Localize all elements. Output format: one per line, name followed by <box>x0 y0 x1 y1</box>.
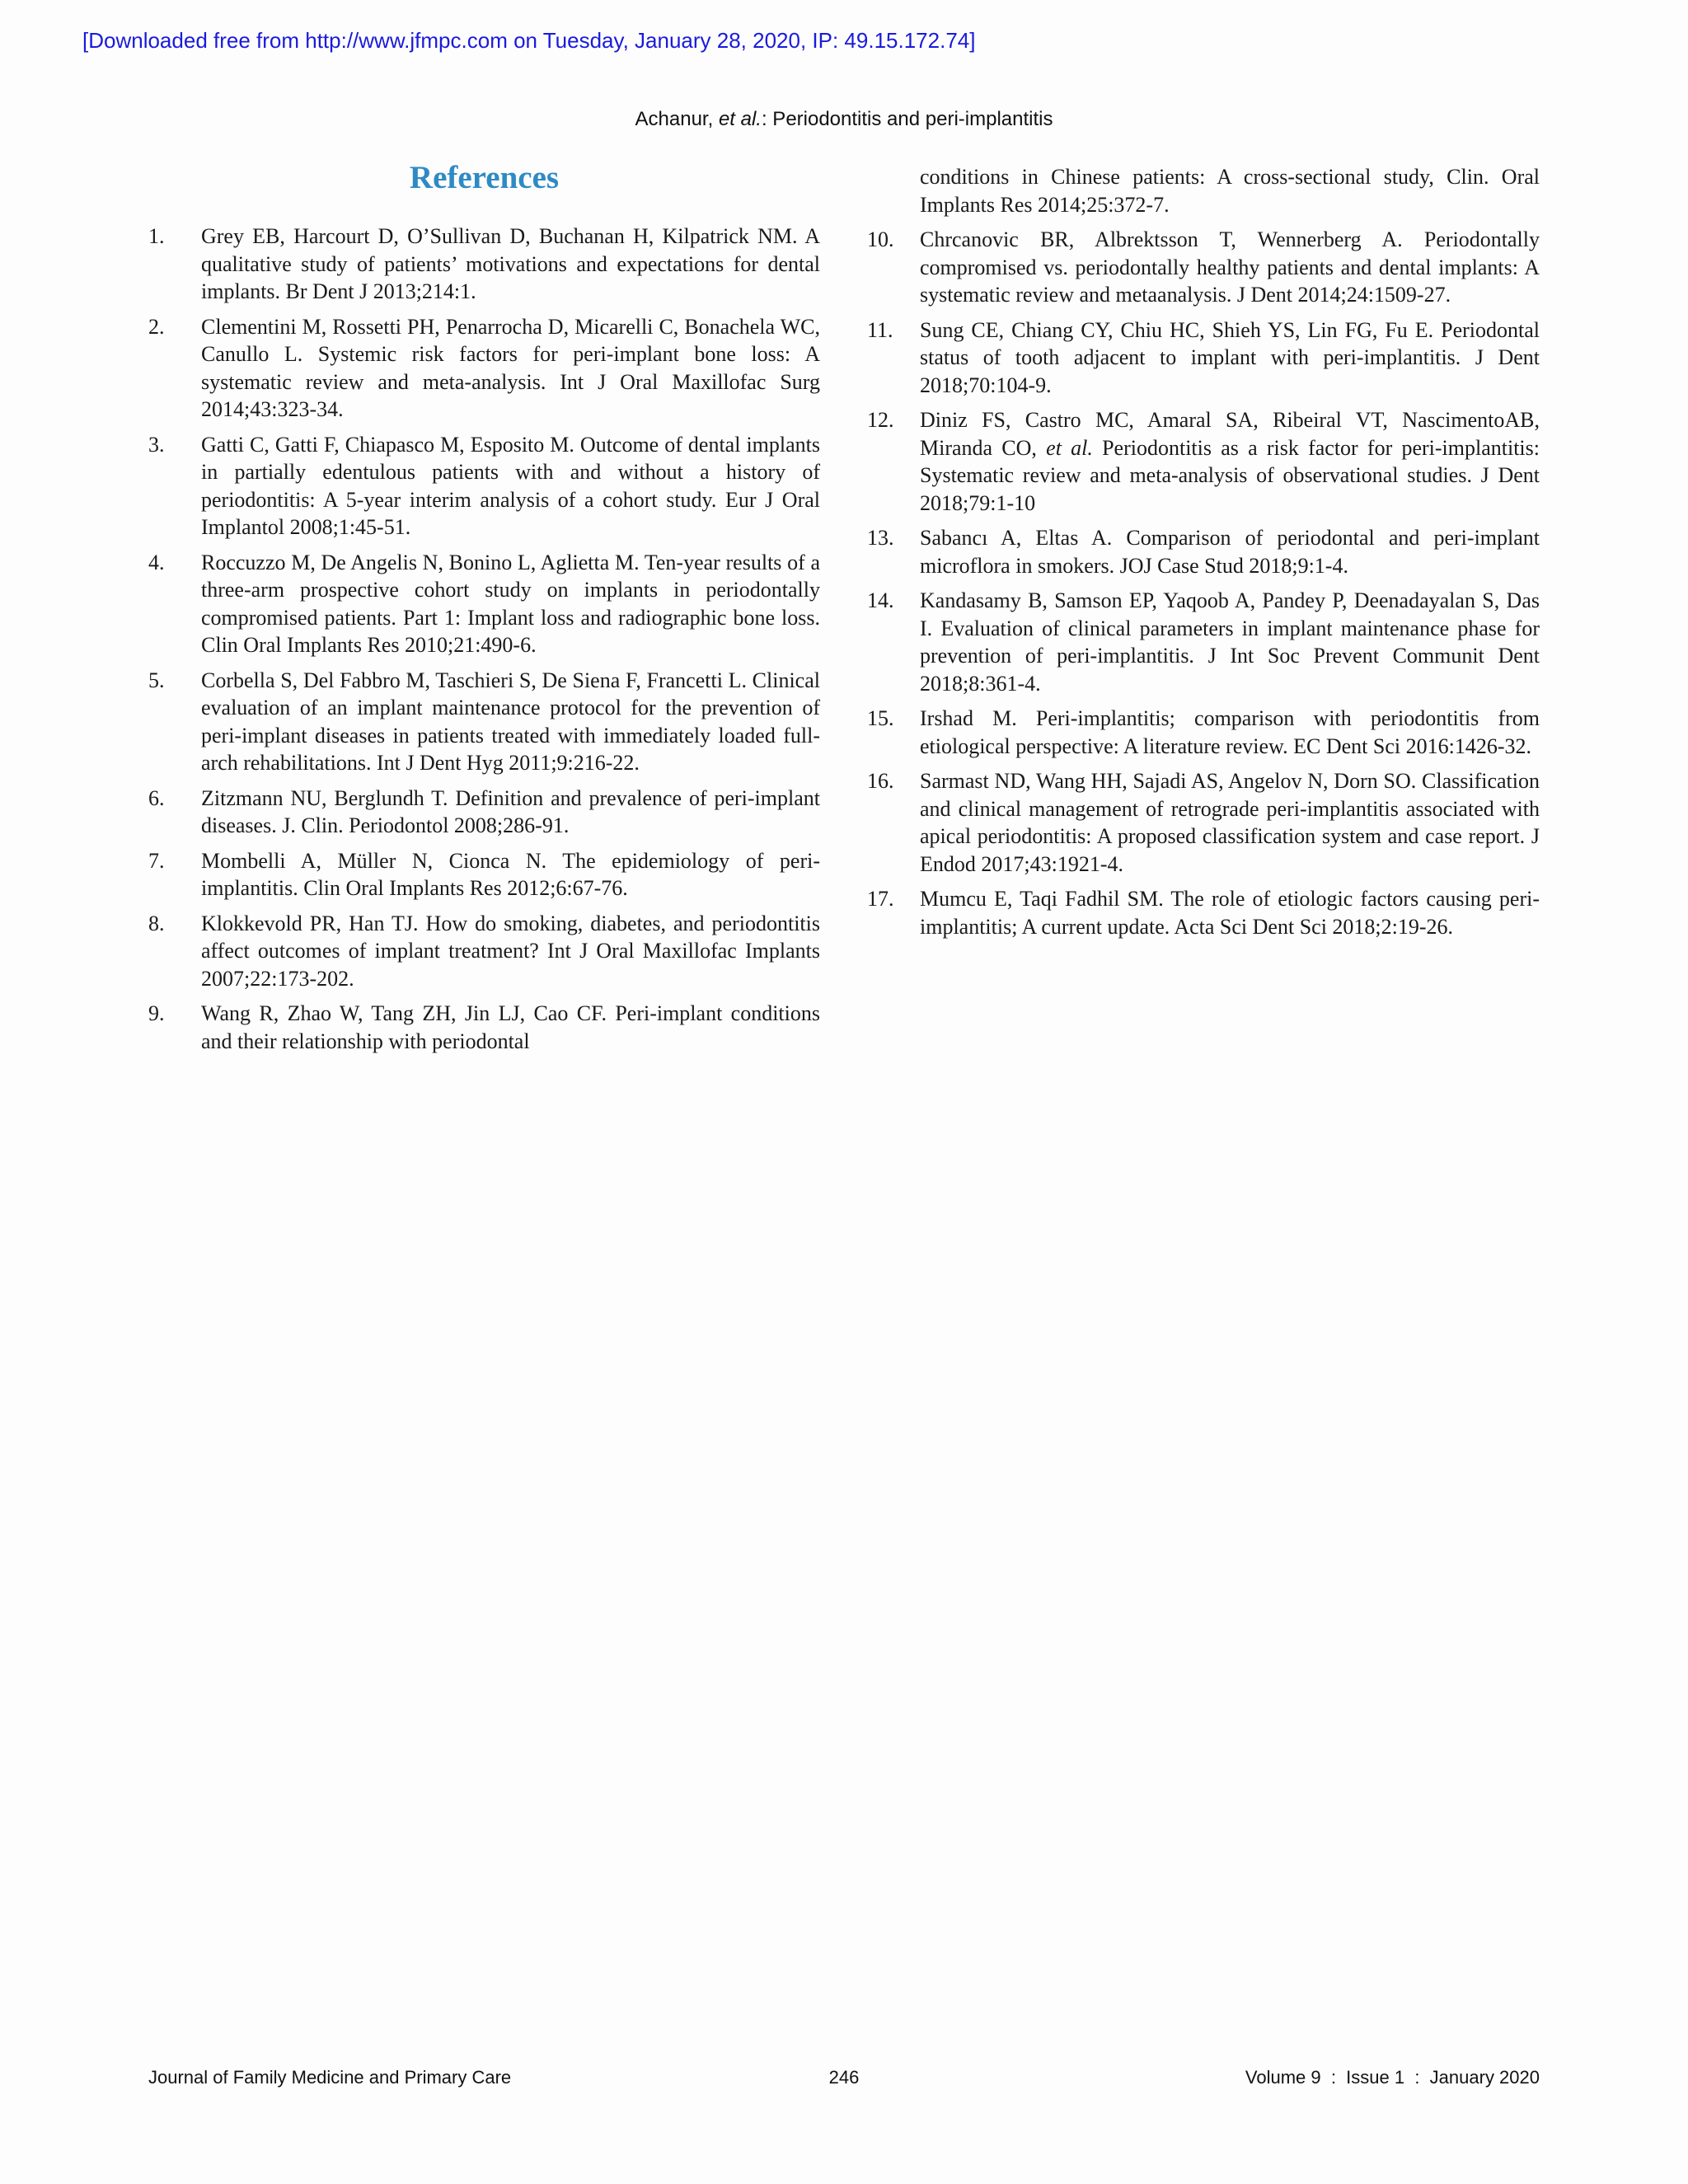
reference-text: Sung CE, Chiang CY, Chiu HC, Shieh YS, Lin FG, Fu E. Periodontal status of tooth adjacent to implant with peri-implantitis. J Dent 2018;70:104-9. <box>920 317 1540 397</box>
reference-text: Sabancı A, Eltas A. Comparison of periodontal and peri-implant microflora in smokers. JOJ Case Stud 2018;9:1-4. <box>920 526 1540 578</box>
reference-item <box>867 406 1540 517</box>
reference-item <box>148 549 820 659</box>
reference-number: 7. <box>148 848 165 873</box>
running-head-authors: Achanur, <box>635 108 719 130</box>
reference-text: Chrcanovic BR, Albrektsson T, Wennerberg A. Periodontally compromised vs. periodontally healthy patients and dental implants: A systematic review and metaanalysis. J Dent 2014;24:1509-27. <box>920 227 1540 307</box>
reference-text: Zitzmann NU, Berglundh T. Definition and prevalence of peri-implant diseases. J. Clin. Periodontol 2008;286-91. <box>201 785 820 837</box>
reference-text: Clementini M, Rossetti PH, Penarrocha D, Micarelli C, Bonachela WC, Canullo L. Systemic risk factors for peri-implant bone loss: A systematic review and meta-analysis. Int J Oral Maxillofac Surg 2014;43:323-34. <box>201 314 820 421</box>
reference-item <box>867 316 1540 400</box>
reference-item <box>148 223 820 306</box>
reference-number: 13. <box>867 526 894 550</box>
references-right-column <box>867 163 1540 948</box>
reference-number: 16. <box>867 769 894 793</box>
reference-item <box>148 847 820 902</box>
reference-number: 8. <box>148 911 165 935</box>
reference-text: Sarmast ND, Wang HH, Sajadi AS, Angelov N, Dorn SO. Classification and clinical management of retrograde peri-implantitis associated with apical periodontitis: A proposed classification system and case report. J Endod 2017;43:1921-4. <box>920 769 1540 876</box>
reference-item <box>148 431 820 541</box>
reference-text: Klokkevold PR, Han TJ. How do smoking, diabetes, and periodontitis affect outcomes of implant treatment? Int J Oral Maxillofac Implants 2007;22:173-202. <box>201 911 820 991</box>
reference-text: Corbella S, Del Fabbro M, Taschieri S, De Siena F, Francetti L. Clinical evaluation of an implant maintenance protocol for the prevention of peri-implant diseases in patients treated with immediately loaded full-arch rehabilitations. Int J Dent Hyg 2011;9:216-22. <box>201 668 820 775</box>
reference-text: Roccuzzo M, De Angelis N, Bonino L, Aglietta M. Ten-year results of a three-arm prospective cohort study on implants in periodontally compromised patients. Part 1: Implant loss and radiographic bone loss. Clin Oral Implants Res 2010;21:490-6. <box>201 550 820 657</box>
reference-item <box>867 767 1540 878</box>
reference-text: Mombelli A, Müller N, Cionca N. The epidemiology of peri-implantitis. Clin Oral Implants Res 2012;6:67-76. <box>201 848 820 900</box>
reference-text: Kandasamy B, Samson EP, Yaqoob A, Pandey P, Deenadayalan S, Das I. Evaluation of clinical parameters in implant maintenance phase for prevention of peri-implantitis. J Int Soc Prevent Communit Dent 2018;8:361-4. <box>920 588 1540 696</box>
reference-number: 1. <box>148 224 165 248</box>
reference-continuation: conditions in Chinese patients: A cross-sectional study, Clin. Oral Implants Res 2014;25:372-7. <box>920 165 1540 217</box>
reference-number: 4. <box>148 550 165 574</box>
reference-number: 15. <box>867 706 894 730</box>
references-left-column <box>148 223 820 1062</box>
reference-item <box>867 705 1540 760</box>
reference-number: 6. <box>148 785 165 810</box>
reference-item <box>867 885 1540 940</box>
reference-item <box>148 910 820 993</box>
reference-number: 2. <box>148 314 165 339</box>
reference-number: 11. <box>867 317 893 342</box>
reference-item <box>867 226 1540 309</box>
reference-text: Wang R, Zhao W, Tang ZH, Jin LJ, Cao CF. Peri-implant conditions and their relationship with periodontal <box>201 1001 820 1053</box>
reference-text: Irshad M. Peri-implantitis; comparison with periodontitis from etiological perspective: A literature review. EC Dent Sci 2016:1426-32. <box>920 706 1540 758</box>
section-title: References <box>409 160 560 195</box>
footer-page-number: 246 <box>828 2067 860 2088</box>
reference-text-part: Periodontitis as a risk factor for peri-implantitis: Systematic review and meta-analysis of observational studies. J Dent 2018;79:1-10 <box>920 435 1540 515</box>
reference-number: 10. <box>867 227 894 251</box>
running-head-etal: et al. <box>718 108 762 130</box>
footer-issue-info: Volume 9 : Issue 1 : January 2020 <box>1245 2067 1540 2088</box>
download-banner: [Downloaded free from http://www.jfmpc.com on Tuesday, January 28, 2020, IP: 49.15.172.74] <box>82 28 976 53</box>
reference-number: 12. <box>867 408 894 432</box>
reference-item <box>867 524 1540 579</box>
reference-number: 14. <box>867 588 894 612</box>
reference-text-etal: et al. <box>1046 435 1093 460</box>
reference-text: Grey EB, Harcourt D, O’Sullivan D, Buchanan H, Kilpatrick NM. A qualitative study of patients’ motivations and expectations for dental implants. Br Dent J 2013;214:1. <box>201 224 820 303</box>
running-head-title: : Periodontitis and peri-implantitis <box>761 108 1053 130</box>
reference-number: 9. <box>148 1001 165 1025</box>
running-head <box>0 108 1688 131</box>
reference-number: 17. <box>867 887 894 911</box>
reference-item <box>148 785 820 840</box>
reference-text: Mumcu E, Taqi Fadhil SM. The role of etiologic factors causing peri-implantitis; A current update. Acta Sci Dent Sci 2018;2:19-26. <box>920 887 1540 939</box>
reference-text-part: Diniz FS, Castro MC, Amaral SA, Ribeiral VT, NascimentoAB, Miranda CO, <box>920 408 1540 460</box>
reference-item <box>148 1000 820 1055</box>
footer-journal-name: Journal of Family Medicine and Primary Care <box>148 2067 512 2088</box>
reference-item <box>867 587 1540 697</box>
reference-item <box>148 667 820 777</box>
reference-text: Gatti C, Gatti F, Chiapasco M, Esposito M. Outcome of dental implants in partially edentulous patients with and without a history of periodontitis: A 5-year interim analysis of a cohort study. Eur J Oral Implantol 2008;1:45-51. <box>201 432 820 539</box>
reference-item <box>148 313 820 424</box>
reference-text <box>920 406 1540 517</box>
reference-number: 5. <box>148 668 165 692</box>
reference-number: 3. <box>148 432 165 457</box>
